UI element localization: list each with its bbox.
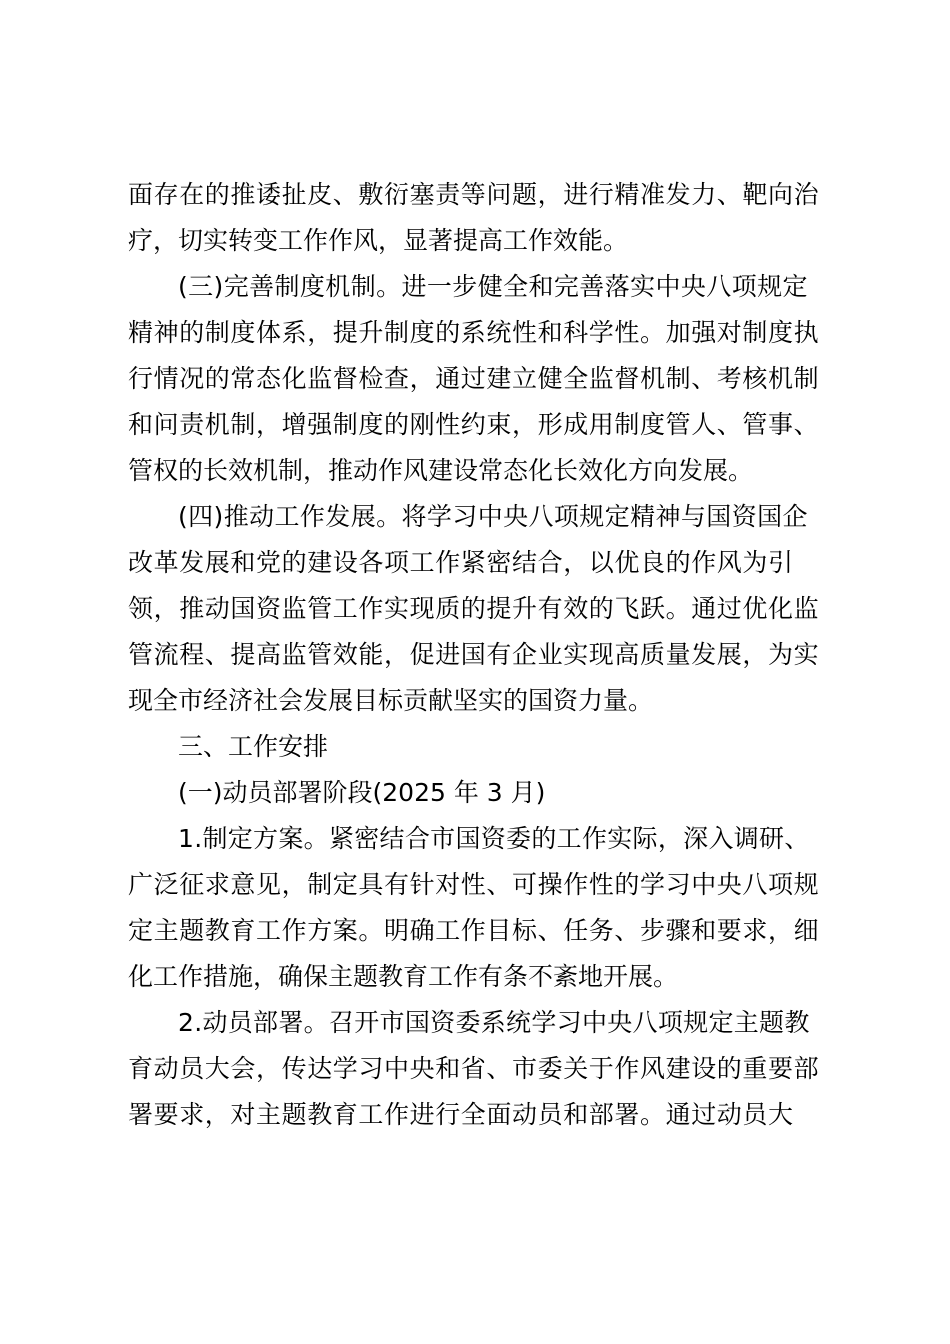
subsection-heading: (一)动员部署阶段(2025 年 3 月) (178, 778, 546, 807)
text-line: 和问责机制，增强制度的刚性约束，形成用制度管人、管事、 (128, 410, 820, 439)
text-line: 2.动员部署。召开市国资委系统学习中央八项规定主题教 (178, 1008, 810, 1037)
text-line: 1.制定方案。紧密结合市国资委的工作实际，深入调研、 (178, 824, 810, 853)
text-line: 育动员大会，传达学习中央和省、市委关于作风建设的重要部 (128, 1054, 820, 1083)
text-line: 行情况的常态化监督检查，通过建立健全监督机制、考核机制 (128, 364, 820, 393)
text-line: 精神的制度体系，提升制度的系统性和科学性。加强对制度执 (128, 318, 820, 347)
text-line: 面存在的推诿扯皮、敷衍塞责等问题，进行精准发力、靶向治 (128, 180, 820, 209)
text-line: 管权的长效机制，推动作风建设常态化长效化方向发展。 (128, 456, 754, 485)
text-line: 定主题教育工作方案。明确工作目标、任务、步骤和要求，细 (128, 916, 820, 945)
text-line: 化工作措施，确保主题教育工作有条不紊地开展。 (128, 962, 679, 991)
text-line: 疗，切实转变工作作风，显著提高工作效能。 (128, 226, 629, 255)
text-line: (四)推动工作发展。将学习中央八项规定精神与国资国企 (178, 502, 808, 531)
text-line: 署要求，对主题教育工作进行全面动员和部署。通过动员大 (128, 1100, 794, 1129)
text-line: 广泛征求意见，制定具有针对性、可操作性的学习中央八项规 (128, 870, 820, 899)
text-line: 改革发展和党的建设各项工作紧密结合，以优良的作风为引 (128, 548, 794, 577)
text-line: (三)完善制度机制。进一步健全和完善落实中央八项规定 (178, 272, 808, 301)
text-line: 领，推动国资监管工作实现质的提升有效的飞跃。通过优化监 (128, 594, 820, 623)
section-heading: 三、工作安排 (178, 732, 329, 761)
text-line: 管流程、提高监管效能，促进国有企业实现高质量发展，为实 (128, 640, 820, 669)
text-line: 现全市经济社会发展目标贡献坚实的国资力量。 (128, 686, 654, 715)
